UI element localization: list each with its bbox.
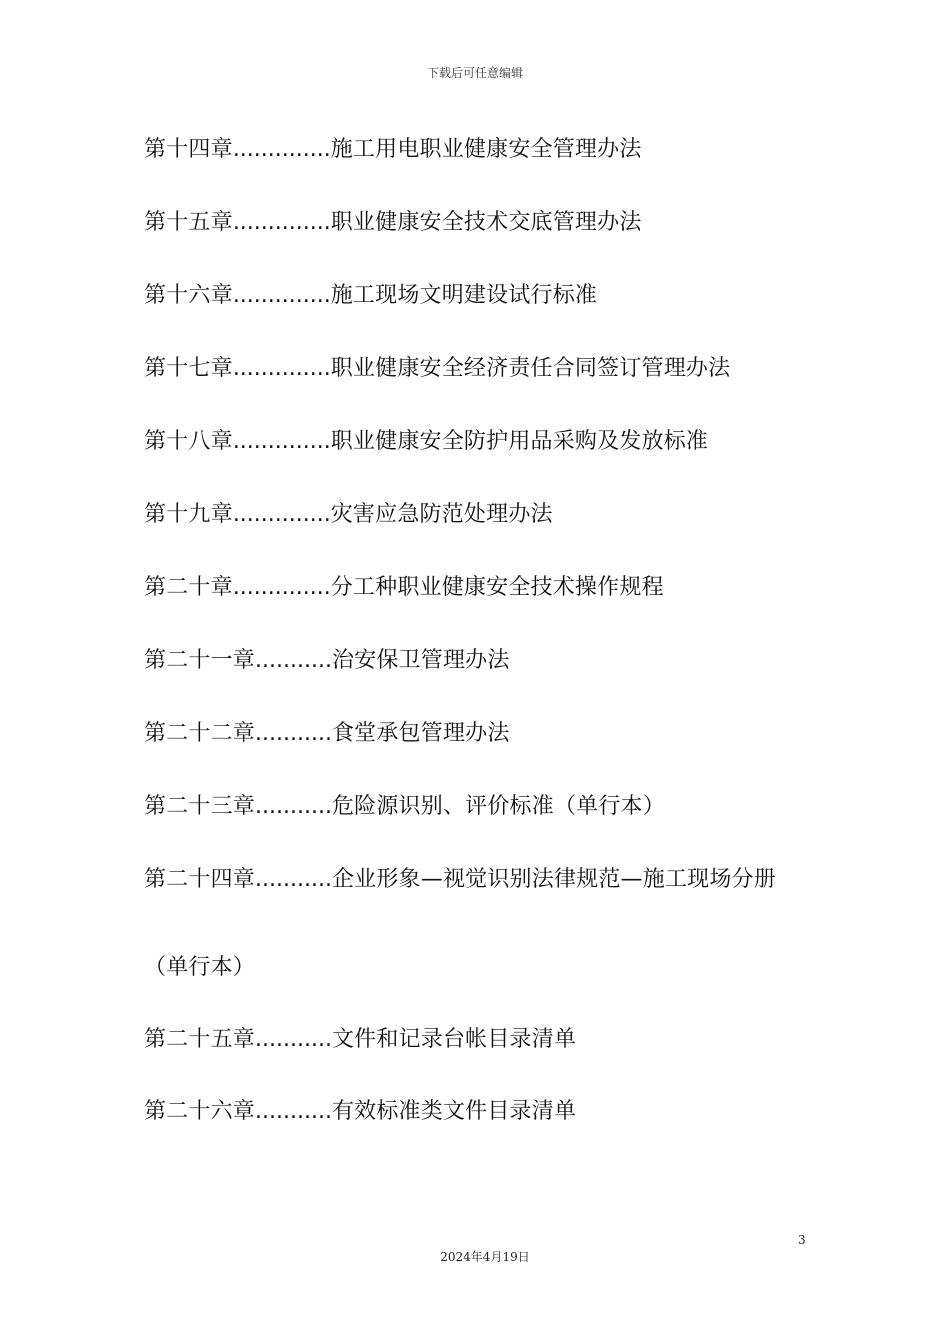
toc-leader-dots: ...........	[255, 1099, 332, 1124]
toc-entry	[144, 860, 776, 900]
toc-title: （单行本）	[144, 955, 256, 980]
toc-chapter: 第二十三章	[144, 794, 256, 819]
toc-entry	[144, 714, 510, 754]
toc-entry	[144, 203, 642, 243]
toc-entry	[144, 349, 730, 389]
toc-leader-dots: ..............	[232, 502, 331, 527]
toc-title: 职业健康安全防护用品采购及发放标准	[330, 429, 709, 454]
toc-title: 职业健康安全技术交底管理办法	[330, 210, 642, 235]
toc-chapter: 第十六章	[144, 283, 233, 308]
toc-chapter: 第二十四章	[144, 867, 256, 892]
toc-chapter: 第十九章	[144, 502, 233, 527]
toc-title: 食堂承包管理办法	[331, 721, 510, 746]
page-header: 下载后可任意编辑	[426, 66, 523, 80]
toc-title: 分工种职业健康安全技术操作规程	[330, 575, 664, 600]
toc-entry	[144, 276, 597, 316]
toc-leader-dots: ...........	[255, 1027, 332, 1052]
toc-title: 危险源识别、评价标准（单行本）	[331, 794, 665, 819]
toc-leader-dots: ...........	[255, 648, 332, 673]
toc-entry	[144, 422, 708, 462]
toc-leader-dots: ...........	[255, 794, 332, 819]
toc-leader-dots: ..............	[232, 575, 331, 600]
toc-chapter: 第十八章	[144, 429, 233, 454]
toc-leader-dots: ..............	[232, 210, 331, 235]
toc-leader-dots: ..............	[232, 429, 331, 454]
toc-leader-dots: ..............	[232, 356, 331, 381]
toc-title: 职业健康安全经济责任合同签订管理办法	[330, 356, 731, 381]
toc-title: 企业形象—视觉识别法律规范—施工现场分册	[331, 867, 776, 892]
toc-chapter: 第二十二章	[144, 721, 256, 746]
toc-chapter: 第十七章	[144, 356, 233, 381]
toc-title: 施工现场文明建设试行标准	[330, 283, 598, 308]
toc-entry	[144, 1020, 576, 1060]
toc-entry	[144, 495, 553, 535]
toc-entry	[144, 787, 665, 827]
toc-title: 灾害应急防范处理办法	[330, 502, 553, 527]
toc-title: 文件和记录台帐目录清单	[331, 1027, 577, 1052]
toc-entry	[144, 1092, 576, 1132]
toc-leader-dots: ...........	[255, 721, 332, 746]
toc-title: 有效标准类文件目录清单	[331, 1099, 577, 1124]
toc-entry	[144, 130, 642, 170]
toc-chapter: 第二十章	[144, 575, 233, 600]
page-number: 3	[798, 1233, 806, 1247]
toc-chapter: 第二十五章	[144, 1027, 256, 1052]
toc-entry-continuation	[144, 948, 255, 988]
toc-chapter: 第二十六章	[144, 1099, 256, 1124]
toc-title: 施工用电职业健康安全管理办法	[330, 137, 642, 162]
toc-leader-dots: ..............	[232, 137, 331, 162]
toc-leader-dots: ..............	[232, 283, 331, 308]
toc-chapter: 第二十一章	[144, 648, 256, 673]
toc-entry	[144, 641, 510, 681]
toc-title: 治安保卫管理办法	[331, 648, 510, 673]
footer-date: 2024年4月19日	[440, 1250, 530, 1264]
toc-chapter: 第十五章	[144, 210, 233, 235]
toc-chapter: 第十四章	[144, 137, 233, 162]
toc-entry	[144, 568, 664, 608]
toc-leader-dots: ...........	[255, 867, 332, 892]
